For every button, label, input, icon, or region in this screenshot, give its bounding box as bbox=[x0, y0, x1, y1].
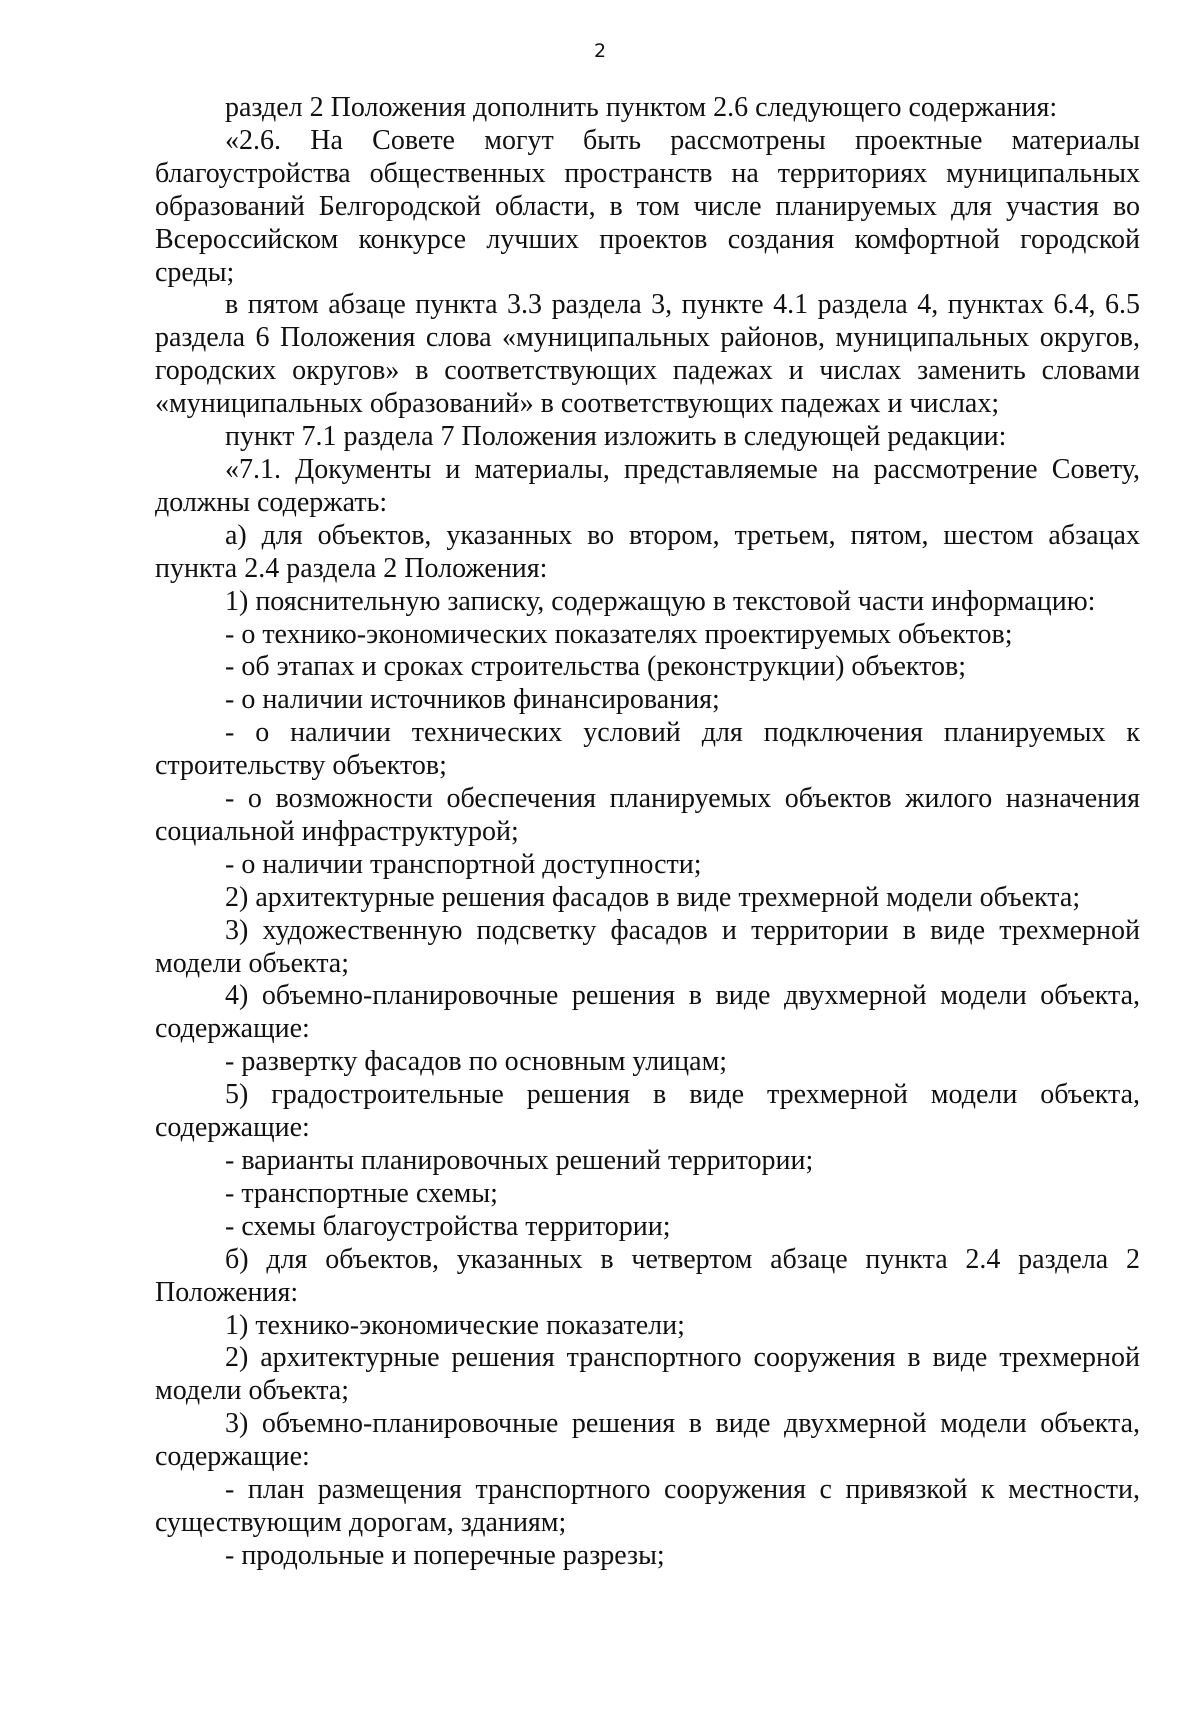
paragraph: «2.6. На Совете могут быть рассмотрены проектные материалы благоустройства общественных пространств на территориях муниципальных образований Белгородской области, в том числе планируемых для участия во Всероссийском конкурсе лучших проектов создания комфортной городской среды; bbox=[155, 124, 1140, 288]
document-body bbox=[155, 92, 1140, 1573]
paragraph: 2) архитектурные решения фасадов в виде трехмерной модели объекта; bbox=[225, 881, 1081, 913]
list-item: - варианты планировочных решений территории; bbox=[225, 1145, 814, 1176]
list-item: - схемы благоустройства территории; bbox=[225, 1210, 671, 1242]
paragraph: пункт 7.1 раздела 7 Положения изложить в следующей редакции: bbox=[225, 421, 1007, 453]
paragraph: 4) объемно-планировочные решения в виде двухмерной модели объекта, содержащие: bbox=[155, 980, 1140, 1045]
list-item: - о технико-экономических показателях проектируемых объектов; bbox=[225, 618, 1013, 650]
list-item: - об этапах и сроках строительства (реконструкции) объектов; bbox=[225, 651, 966, 683]
list-item: - о возможности обеспечения планируемых объектов жилого назначения социальной инфраструктурой; bbox=[155, 783, 1140, 847]
paragraph: 2) архитектурные решения транспортного сооружения в виде трехмерной модели объекта; bbox=[155, 1342, 1140, 1407]
paragraph: 3) объемно-планировочные решения в виде двухмерной модели объекта, содержащие: bbox=[155, 1408, 1140, 1473]
paragraph: б) для объектов, указанных в четвертом абзаце пункта 2.4 раздела 2 Положения: bbox=[155, 1243, 1140, 1308]
paragraph: 1) технико-экономические показатели; bbox=[225, 1309, 685, 1341]
paragraph: 5) градостроительные решения в виде трехмерной модели объекта, содержащие: bbox=[155, 1079, 1140, 1144]
list-item: - план размещения транспортного сооружения с привязкой к местности, существующим дорогам, зданиям; bbox=[155, 1474, 1140, 1538]
list-item: - развертку фасадов по основным улицам; bbox=[225, 1046, 728, 1078]
list-item: - о наличии источников финансирования; bbox=[225, 684, 720, 716]
list-item: - продольные и поперечные разрезы; bbox=[225, 1539, 665, 1571]
paragraph: «7.1. Документы и материалы, представляемые на рассмотрение Совету, должны содержать: bbox=[155, 453, 1140, 518]
list-item: - о наличии технических условий для подключения планируемых к строительству объектов; bbox=[155, 717, 1140, 782]
paragraph: в пятом абзаце пункта 3.3 раздела 3, пункте 4.1 раздела 4, пунктах 6.4, 6.5 раздела 6 Положения слова «муниципальных районов, муниципальных округов, городских округов» в соответствующих падежах и числах заменить словами «муниципальных образований» в соответствующих падежах и числах; bbox=[155, 289, 1140, 420]
paragraph: а) для объектов, указанных во втором, третьем, пятом, шестом абзацах пункта 2.4 раздела 2 Положения: bbox=[155, 519, 1140, 584]
page-number: 2 bbox=[593, 40, 607, 62]
list-item: - транспортные схемы; bbox=[225, 1177, 498, 1209]
paragraph: 3) художественную подсветку фасадов и территории в виде трехмерной модели объекта; bbox=[155, 914, 1140, 979]
paragraph: 1) пояснительную записку, содержащую в текстовой части информацию: bbox=[225, 585, 1096, 617]
paragraph: раздел 2 Положения дополнить пунктом 2.6 следующего содержания: bbox=[225, 92, 1058, 123]
list-item: - о наличии транспортной доступности; bbox=[225, 848, 702, 880]
